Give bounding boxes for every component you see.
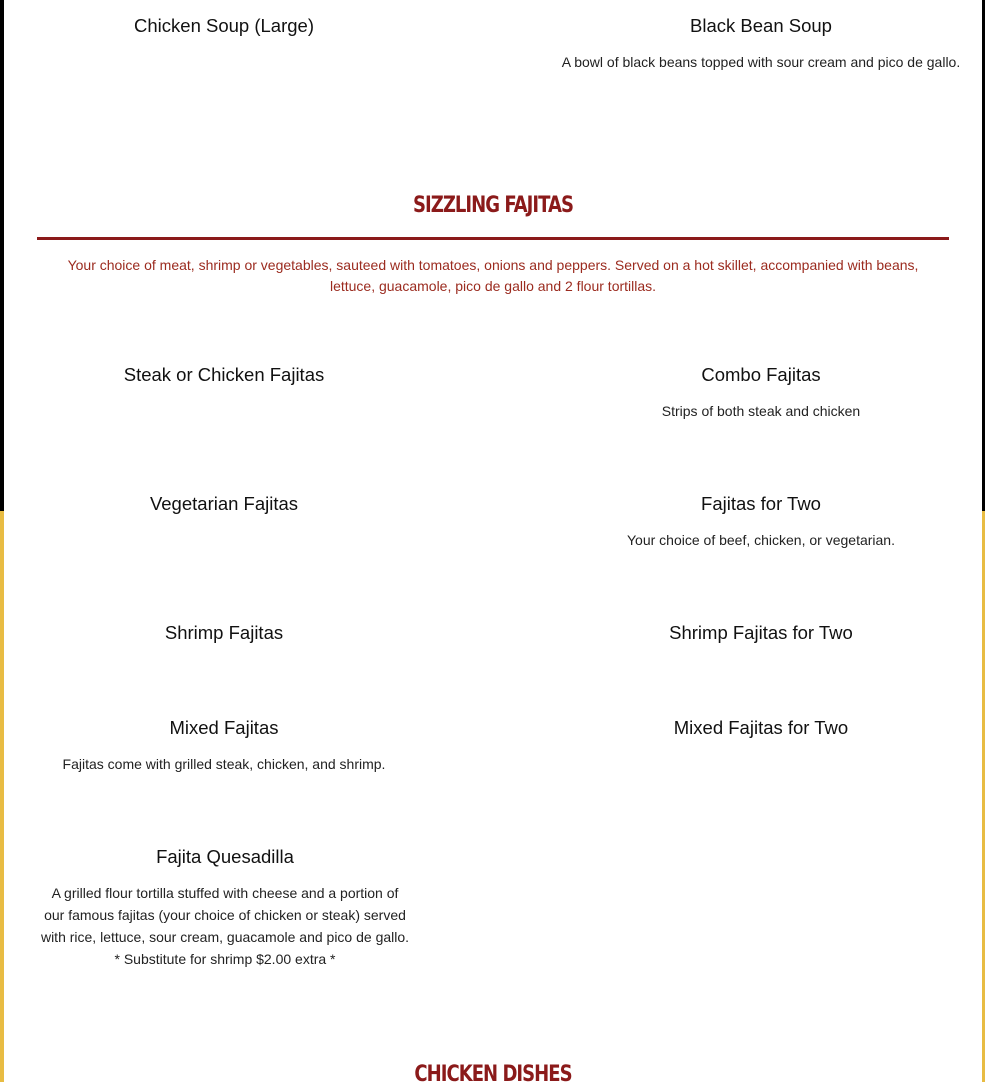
section-title-fajitas: SIZZLING FAJITAS (412, 193, 574, 218)
menu-item-name: Mixed Fajitas for Two (673, 717, 849, 738)
menu-item-fajitas-for-two (561, 492, 961, 551)
menu-item-description: A bowl of black beans topped with sour cream and pico de gallo. (561, 54, 961, 70)
menu-item-chicken-soup (24, 14, 424, 38)
menu-item-name: Black Bean Soup (690, 15, 832, 36)
menu-item-name: Fajitas for Two (701, 493, 821, 514)
menu-item-fajita-quesadilla (40, 845, 410, 970)
section-divider (37, 237, 949, 240)
menu-item-name: Fajita Quesadilla (156, 846, 294, 867)
menu-item-steak-chicken-fajitas (24, 363, 424, 387)
menu-item-description: Fajitas come with grilled steak, chicken, and shrimp. (62, 756, 386, 772)
menu-item-shrimp-fajitas-for-two (561, 621, 961, 645)
menu-item-name: Steak or Chicken Fajitas (123, 364, 325, 385)
menu-item-vegetarian-fajitas (24, 492, 424, 516)
menu-item-mixed-fajitas-for-two (561, 716, 961, 740)
section-intro-fajitas: Your choice of meat, shrimp or vegetables, sauteed with tomatoes, onions and peppers. Served on a hot skillet, accompanied with beans, lettuce, guacamole, pico de gallo and 2 flour tortillas. (67, 257, 919, 294)
menu-item-mixed-fajitas (24, 716, 424, 775)
menu-item-name: Shrimp Fajitas for Two (669, 622, 853, 643)
menu-content (4, 0, 982, 1082)
section-title-chicken-dishes: CHICKEN DISHES (414, 1062, 572, 1082)
menu-item-shrimp-fajitas (24, 621, 424, 645)
menu-item-combo-fajitas (561, 363, 961, 422)
menu-item-description: Strips of both steak and chicken (661, 403, 861, 419)
menu-item-name: Chicken Soup (Large) (134, 15, 314, 36)
menu-item-name: Combo Fajitas (701, 364, 821, 385)
menu-item-description: A grilled flour tortilla stuffed with cheese and a portion of our famous fajitas (your choice of chicken or steak) served with rice, lettuce, sour cream, guacamole and pico de gallo. * Substitute for shrimp $2.00 extra * (40, 885, 410, 967)
menu-item-description: Your choice of beef, chicken, or vegetarian. (627, 532, 895, 548)
menu-item-name: Mixed Fajitas (169, 717, 279, 738)
menu-item-black-bean-soup (561, 14, 961, 73)
menu-item-name: Vegetarian Fajitas (149, 493, 299, 514)
menu-item-name: Shrimp Fajitas (164, 622, 284, 643)
